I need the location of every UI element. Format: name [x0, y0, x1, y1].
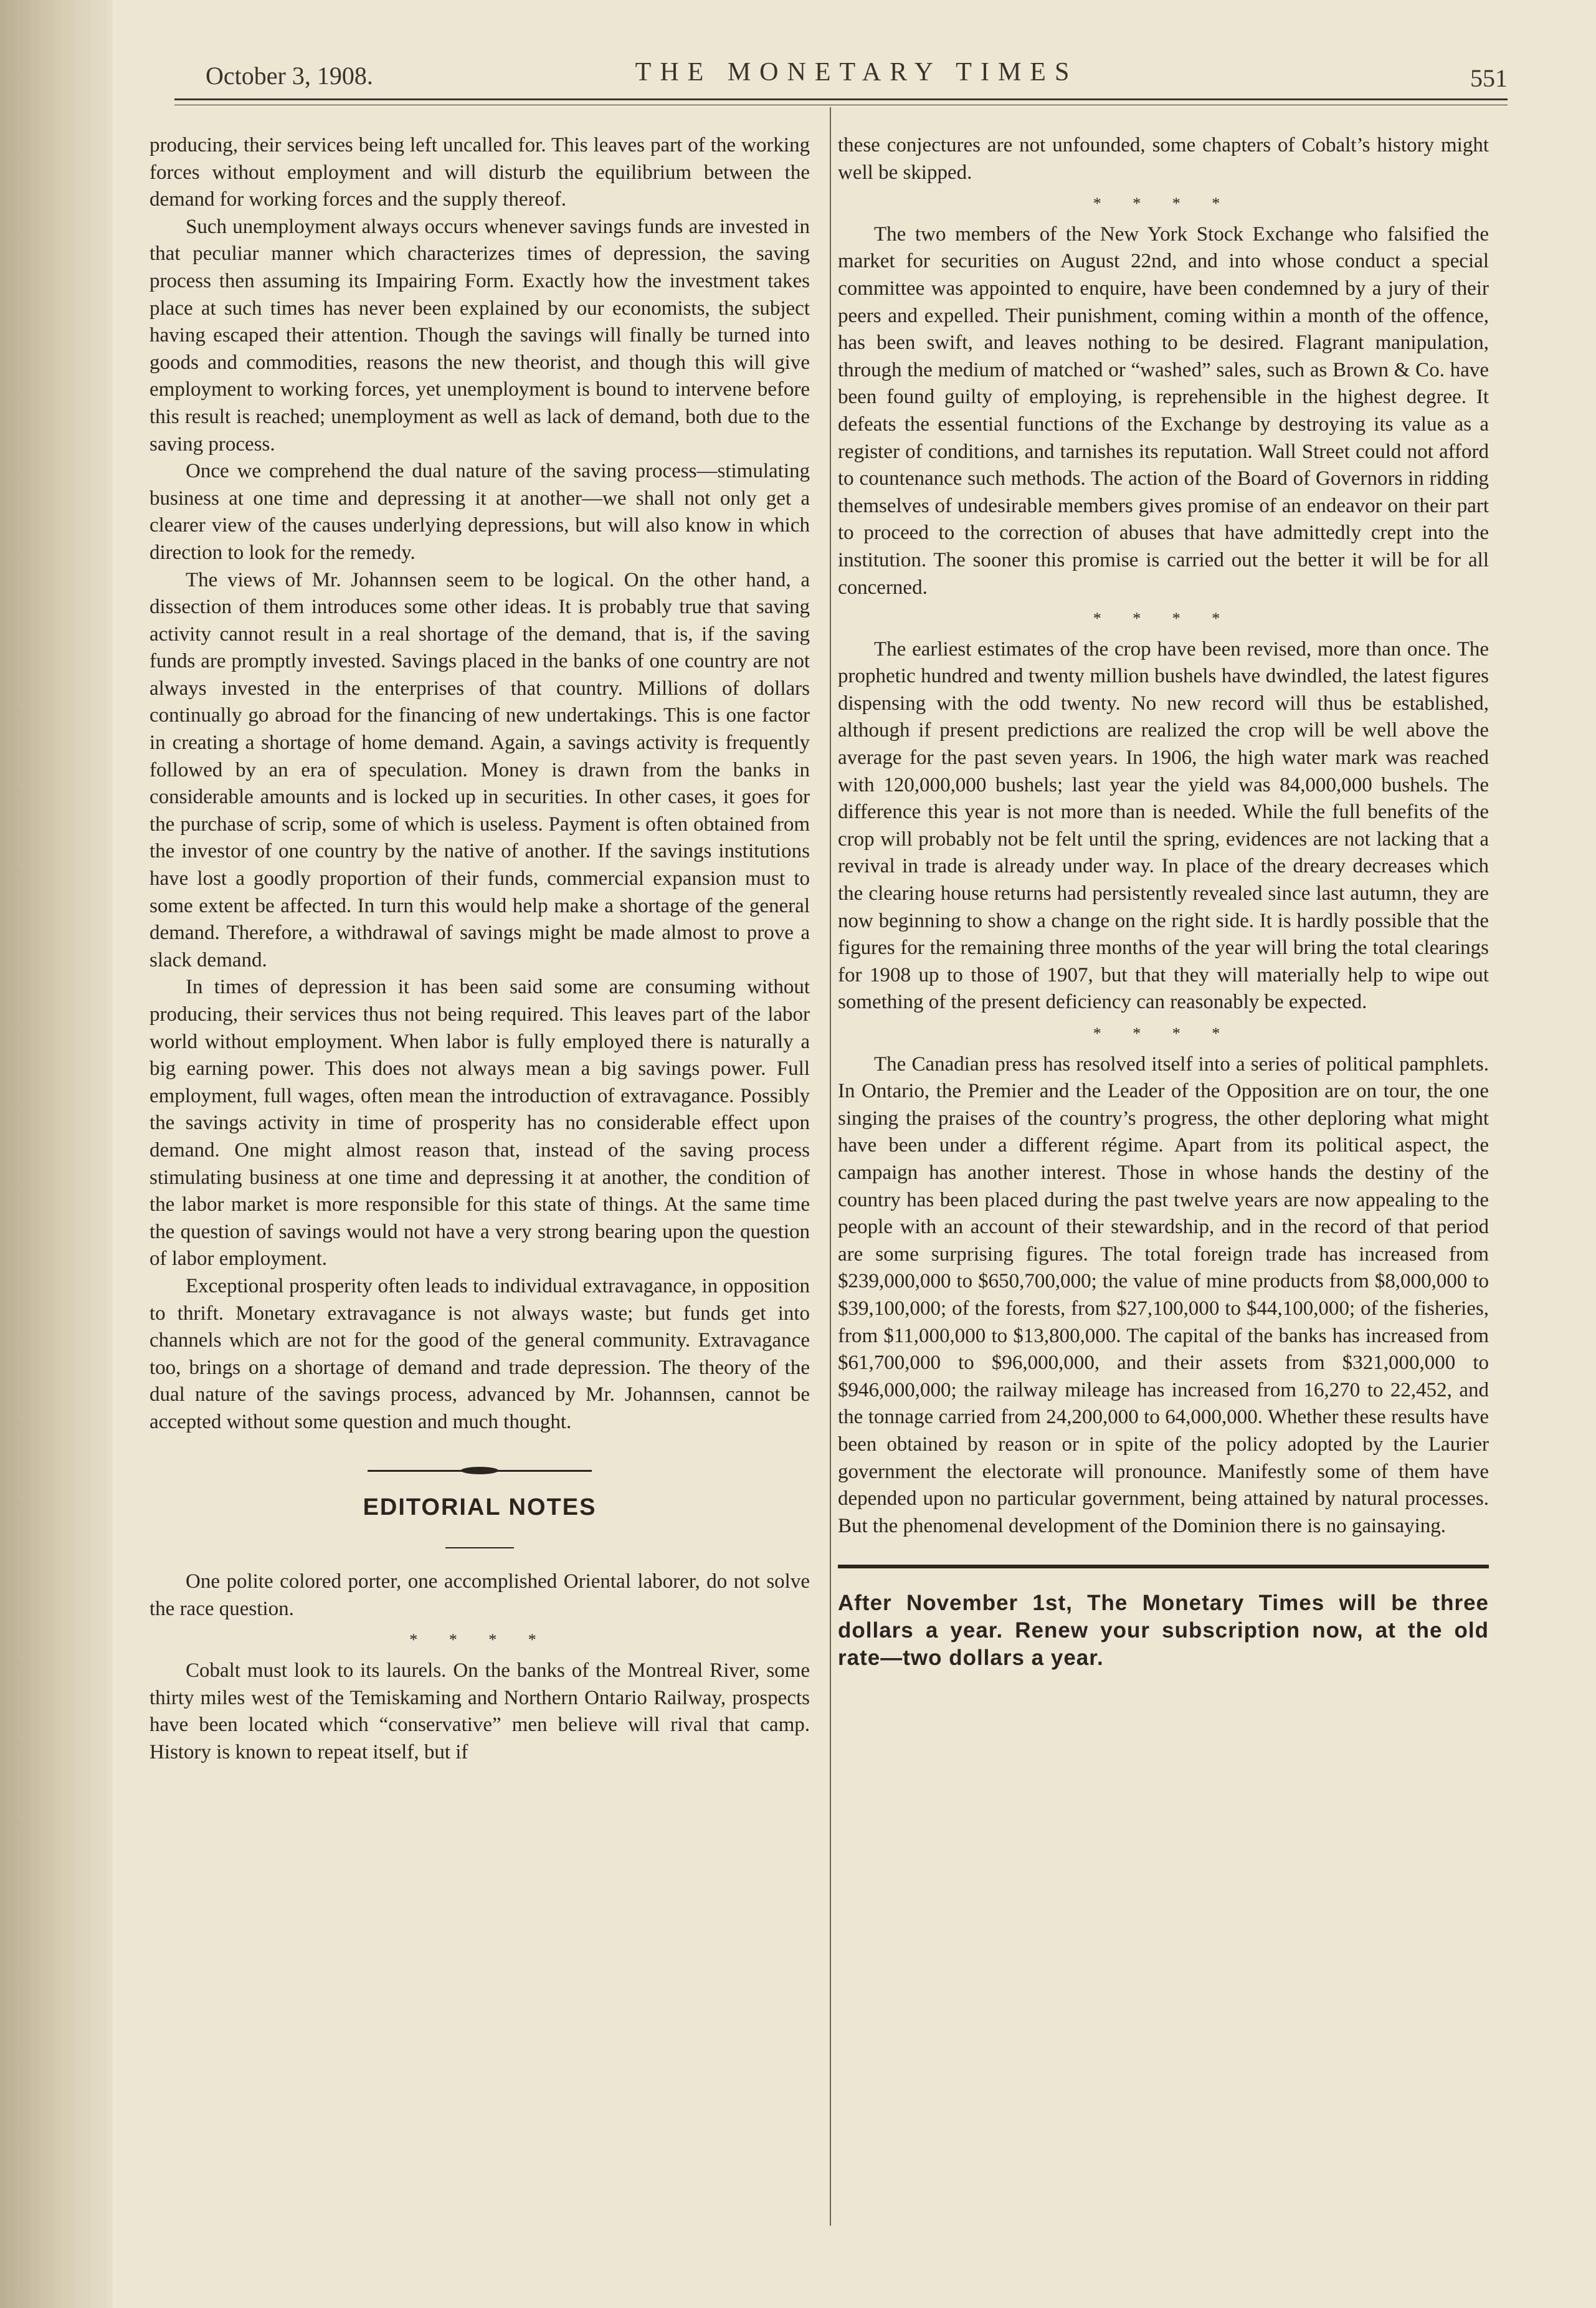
header-rule	[174, 98, 1508, 100]
article-paragraph: The Canadian press has resolved itself into a series of political pamphlets. In Ontario, the Premier and the Leader of the Opposition are on tour, the one singing the praises of the country’s progress, the other deploring what might have been under a different régime. Apart from its political aspect, the campaign has another interest. Those in whose hands the destiny of the country has been placed during the past twelve years are now appealing to the people with an account of their stewardship, and in the record of that period are some surprising figures. The total foreign trade has increased from $239,000,000 to $650,700,000; the value of mine products from $8,000,000 to $39,100,000; of the forests, from $27,100,000 to $44,100,000; of the fisheries, from $11,000,000 to $13,800,000. The capital of the banks has increased from $61,700,000 to $96,000,000, and their assets from $321,000,000 to $946,000,000; the railway mileage has increased from 16,270 to 22,452, and the tonnage carried from 24,200,000 to 64,000,000. Whether these results have been obtained by reason or in spite of the policy adopted by the Laurier government the electorate will pronounce. Manifestly some of them have depended upon no particular government, being attained by natural processes. But the phenomenal development of the Dominion there is no gainsaying.	[838, 1052, 1489, 1537]
section-stars: * * * *	[1093, 194, 1234, 213]
page-spine-shadow	[0, 0, 112, 2308]
article-paragraph: The two members of the New York Stock Exchange who falsified the market for securities on August 22nd, and into whose conduct a special committee was appointed to enquire, have been condemned by a jury of their peers and expelled. Their punishment, coming within a month of the offence, has been swift, and leaves nothing to be desired. Flagrant manipulation, through the medium of matched or “washed” sales, such as Brown & Co. have been found guilty of employing, is reprehensible in the highest degree. It defeats the essential functions of the Exchange by destroying its value as a register of conditions, and tarnishes its reputation. Wall Street could not afford to countenance such methods. The action of the Board of Governors in ridding themselves of undesirable members gives promise of an endeavor on their part to proceed to the correction of abuses that have admittedly crept into the institution. The sooner this promise is carried out the better it will be for all concerned.	[838, 222, 1489, 599]
right-column	[838, 132, 1489, 1672]
article-paragraph: Such unemployment always occurs whenever savings funds are invested in that peculiar manner which characterizes times of depression, the saving process then assuming its Impairing Form. Exactly how the investment takes place at such times has never been explained by our economists, the subject having escaped their attention. Though the savings will finally be turned into goods and commodities, reasons the new theorist, and though this will give employment to working forces, yet unemployment is bound to intervene before this result is reached; unemployment as well as lack of demand, both due to the saving process.	[150, 215, 810, 455]
heading-rule	[150, 1529, 810, 1557]
editorial-note: One polite colored porter, one accomplished Oriental laborer, do not solve the race question.	[150, 1570, 810, 1620]
section-stars: * * * *	[409, 1631, 550, 1649]
column-divider	[830, 107, 831, 2226]
editorial-note: Cobalt must look to its laurels. On the banks of the Montreal River, some thirty miles west of the Temiskaming and Northern Ontario Railway, prospects have been located which “conservative” men believe will rival that camp. History is known to repeat itself, but if	[150, 1659, 810, 1763]
article-paragraph: Once we comprehend the dual nature of the saving process—stimulating business at one time and depressing it at another—we shall not only get a clearer view of the causes underlying depressions, but will also know in which direction to look for the remedy.	[150, 460, 810, 564]
article-paragraph: In times of depression it has been said some are consuming without producing, their services thus not being required. This leaves part of the labor world without employment. When labor is fully employed there is naturally a big earning power. This does not always mean a big savings power. Full employment, full wages, often mean the introduction of extravagance. Possibly the savings activity in time of prosperity has no considerable effect upon demand. One might almost reason that, instead of the saving process stimulating business at one time and depressing it at another, the condition of the labor market is more responsible for this state of things. At the same time the question of savings would not have a very strong bearing upon the question of labor employment.	[150, 976, 810, 1271]
article-paragraph: these conjectures are not unfounded, some chapters of Cobalt’s history might well be skipped.	[838, 134, 1489, 184]
subscription-notice: After November 1st, The Monetary Times will be three dollars a year. Renew your subscription now, at the old rate—two dollars a year.	[838, 1591, 1489, 1671]
article-paragraph: The views of Mr. Johannsen seem to be logical. On the other hand, a dissection of them introduces some other ideas. It is probably true that saving activity cannot result in a real shortage of the demand, that is, if the saving funds are promptly invested. Savings placed in the banks of one country are not always invested in the enterprises of that country. Millions of dollars continually go abroad for the financing of new undertakings. This is one factor in creating a shortage of home demand. Again, a savings activity is frequently followed by an era of speculation. Money is drawn from the banks in considerable amounts and is locked up in securities. In other cases, it goes for the purchase of scrip, some of which is useless. Payment is often obtained from the investor of one country by the native of another. If the savings institutions have lost a goodly proportion of their funds, commercial expansion must to some extent be affected. In turn this would help make a shortage of the general demand. Therefore, a withdrawal of savings might be made almost to prove a slack demand.	[150, 568, 810, 971]
left-column	[150, 132, 810, 1766]
page-number: 551	[1470, 64, 1508, 92]
article-paragraph: producing, their services being left uncalled for. This leaves part of the working forces without employment and will disturb the equilibrium between the demand for working forces and the supply thereof.	[150, 134, 810, 211]
issue-date: October 3, 1908.	[206, 62, 373, 90]
article-paragraph: Exceptional prosperity often leads to individual extravagance, in opposition to thrift. Monetary extravagance is not always waste; but funds get into channels which are not for the good of the general community. Extravagance too, brings on a shortage of demand and trade depression. The theory of the dual nature of the savings process, advanced by Mr. Johannsen, cannot be accepted without some question and much thought.	[150, 1274, 810, 1433]
section-stars: * * * *	[1093, 609, 1234, 628]
editorial-notes-heading: EDITORIAL NOTES	[363, 1494, 597, 1521]
section-ornament	[150, 1452, 810, 1480]
article-paragraph: The earliest estimates of the crop have been revised, more than once. The prophetic hundred and twenty million bushels have dwindled, the latest figures dispensing with the odd twenty. No new record will thus be established, although if present predictions are realized the crop will be well above the average for the past seven years. In 1906, the high water mark was reached with 120,000,000 bushels; last year the yield was 84,000,000 bushels. The difference this year is not more than is needed. While the full benefits of the crop will probably not be felt until the spring, evidences are not lacking that a revival in trade is already under way. In place of the dreary decreases which the clearing house returns had persistently revealed since last autumn, they are now beginning to show a change on the right side. It is hardly possible that the figures for the remaining three months of the year will bring the total clearings for 1908 up to those of 1907, but that they will materially help to wipe out something of the present deficiency can reasonably be expected.	[838, 637, 1489, 1014]
notice-rule	[838, 1565, 1489, 1568]
section-stars: * * * *	[1093, 1024, 1234, 1042]
publication-title: THE MONETARY TIMES	[635, 58, 1078, 87]
